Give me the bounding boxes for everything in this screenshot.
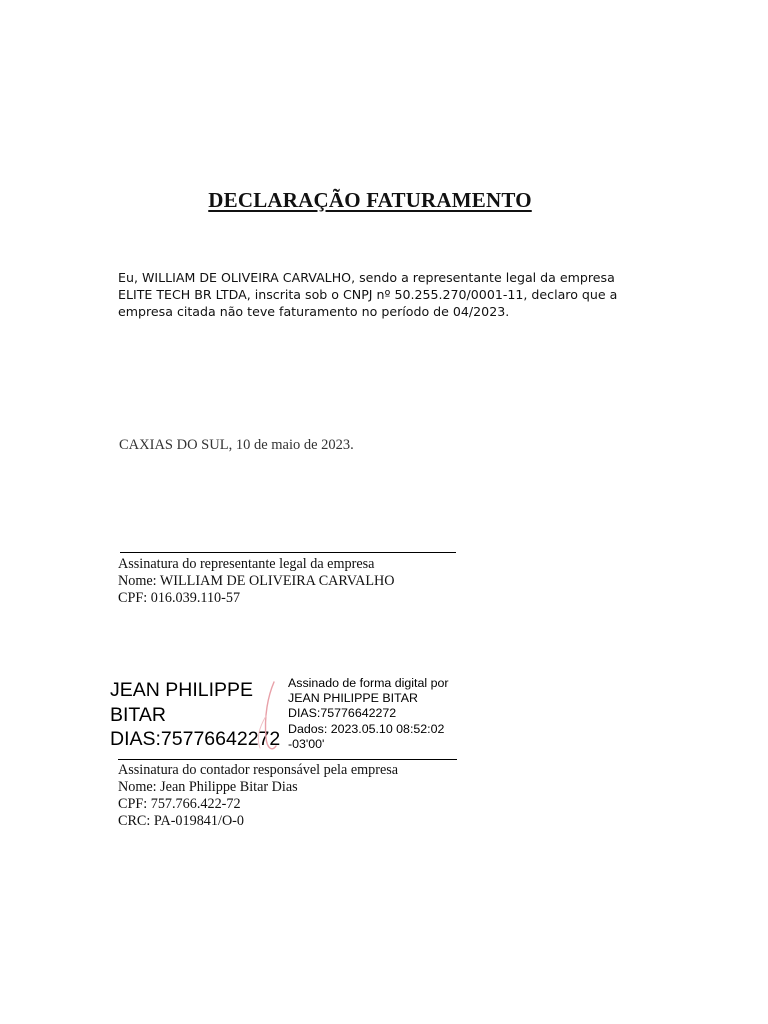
digital-signature-info-line: DIAS:75776642272 xyxy=(288,706,397,721)
representative-cpf: CPF: 016.039.110-57 xyxy=(118,590,241,606)
representative-name: Nome: WILLIAM DE OLIVEIRA CARVALHO xyxy=(118,573,395,589)
accountant-cpf: CPF: 757.766.422-72 xyxy=(118,796,241,812)
representative-signature-block xyxy=(118,556,395,607)
paragraph-line: ELITE TECH BR LTDA, inscrita sob o CNPJ nº 50.255.270/0001-11, declaro que a xyxy=(118,287,618,302)
paragraph-line: empresa citada não teve faturamento no período de 04/2023. xyxy=(118,304,510,319)
digital-signature-info xyxy=(288,676,448,752)
digital-signature-info-line: -03'00' xyxy=(288,736,325,751)
digital-signature-name-line: DIAS:75776642272 xyxy=(110,728,281,750)
representative-signature-line xyxy=(120,552,456,553)
paragraph-line: Eu, WILLIAM DE OLIVEIRA CARVALHO, sendo a representante legal da empresa xyxy=(118,270,615,285)
accountant-signature-block xyxy=(118,762,398,830)
declaration-paragraph xyxy=(118,269,658,320)
accountant-crc: CRC: PA-019841/O-0 xyxy=(118,813,245,829)
digital-signature-name-line: JEAN PHILIPPE xyxy=(110,679,254,701)
representative-signature-caption: Assinatura do representante legal da empresa xyxy=(118,556,375,572)
digital-signature-info-line: JEAN PHILIPPE BITAR xyxy=(288,691,418,706)
digital-signature-info-line: Dados: 2023.05.10 08:52:02 xyxy=(288,721,445,736)
accountant-name: Nome: Jean Philippe Bitar Dias xyxy=(118,779,298,795)
digital-signature-info-line: Assinado de forma digital por xyxy=(288,676,449,690)
document-title: DECLARAÇÃO FATURAMENTO xyxy=(208,188,532,212)
digital-signature-mark-icon xyxy=(244,676,288,756)
place-and-date: CAXIAS DO SUL, 10 de maio de 2023. xyxy=(119,437,354,453)
accountant-signature-caption: Assinatura do contador responsável pela empresa xyxy=(118,762,399,778)
accountant-signature-line xyxy=(118,759,457,760)
digital-signature-name-line: BITAR xyxy=(110,703,166,726)
